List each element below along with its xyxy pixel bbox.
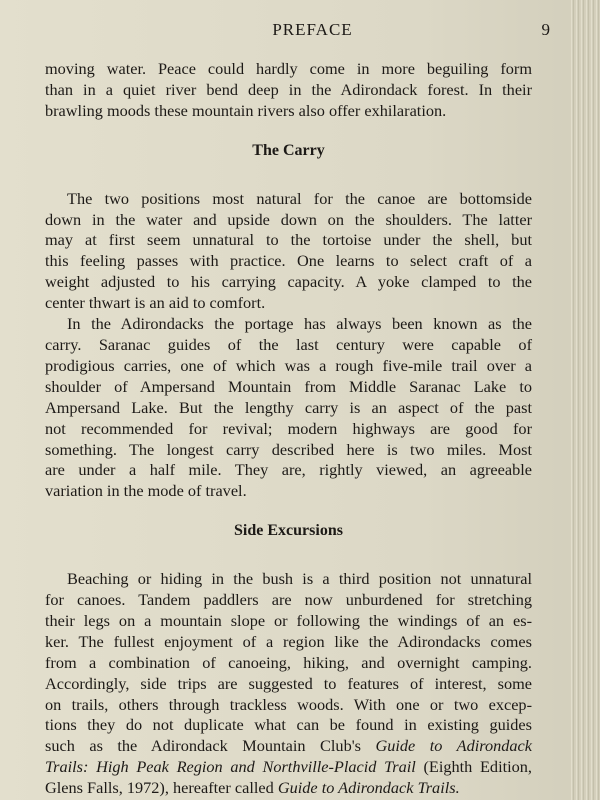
text-run: (Eighth Edition,: [423, 757, 532, 777]
text-line: weight adjusted to his carrying capacity. A yoke clamped to the: [45, 272, 532, 292]
text-line: Beaching or hiding in the bush is a third position not unnatural: [67, 569, 532, 589]
text-line: Ampersand Lake. But the lengthy carry is an aspect of the past: [45, 397, 532, 417]
text-line: variation in the mode of travel.: [45, 481, 247, 501]
running-head: PREFACE: [272, 20, 353, 39]
text-line: prodigious carries, one of which was a rough five-mile trail over a: [45, 355, 532, 375]
text-line: The two positions most natural for the canoe are bottomside: [67, 188, 532, 208]
text-line: for canoes. Tandem paddlers are now unburdened for stretching: [45, 590, 532, 610]
text-line: center thwart is an aid to comfort.: [45, 293, 266, 313]
page-number: 9: [541, 20, 550, 39]
text-line: carry. Saranac guides of the last century were capable of: [45, 334, 532, 354]
text-line: tions they do not duplicate what can be found in existing guides: [45, 715, 532, 735]
book-title-italic: Trails: High Peak Region and Northville-Placid Trail: [45, 757, 416, 777]
text-line: not recommended for revival; modern highways are good for: [45, 418, 532, 438]
text-line: [45, 757, 532, 778]
text-line: may at first seem unnatural to the tortoise under the shell, but: [45, 230, 532, 250]
text-line: [45, 778, 532, 799]
text-line: ker. The fullest enjoyment of a region like the Adirondacks comes: [45, 631, 532, 651]
body-text: [45, 59, 532, 799]
text-line: this feeling passes with practice. One learns to select craft of a: [45, 251, 532, 271]
text-line: Accordingly, side trips are suggested to features of interest, some: [45, 673, 532, 693]
text-line: their legs on a mountain slope or following the windings of an es-: [45, 610, 532, 630]
text-line: In the Adirondacks the portage has always been known as the: [67, 314, 532, 334]
section-heading-side-excursions: Side Excursions: [234, 522, 343, 540]
page-edge: [570, 0, 600, 800]
book-title-italic: Guide to Adirondack: [375, 736, 532, 756]
text-line: [45, 736, 532, 757]
text-line: shoulder of Ampersand Mountain from Middle Saranac Lake to: [45, 376, 532, 396]
text-line: brawling moods these mountain rivers also offer exhilaration.: [45, 100, 447, 120]
text-line: on trails, others through trackless woods. With one or two excep-: [45, 694, 532, 714]
text-run: such as the Adirondack Mountain Club's: [45, 736, 361, 756]
text-line: are under a half mile. They are, rightly viewed, an agreeable: [45, 460, 532, 480]
section-heading-carry: The Carry: [252, 141, 325, 159]
text-run: Glens Falls, 1972), hereafter called: [45, 778, 274, 798]
text-line: than in a quiet river bend deep in the Adirondack forest. In their: [45, 79, 532, 99]
text-line: down in the water and upside down on the shoulders. The latter: [45, 209, 532, 229]
text-line: moving water. Peace could hardly come in more beguiling form: [45, 59, 532, 78]
book-title-italic: Guide to Adirondack Trails.: [277, 778, 460, 798]
text-line: something. The longest carry described here is two miles. Most: [45, 439, 532, 459]
text-line: from a combination of canoeing, hiking, and overnight camping.: [45, 652, 532, 672]
page-header: [40, 20, 550, 44]
